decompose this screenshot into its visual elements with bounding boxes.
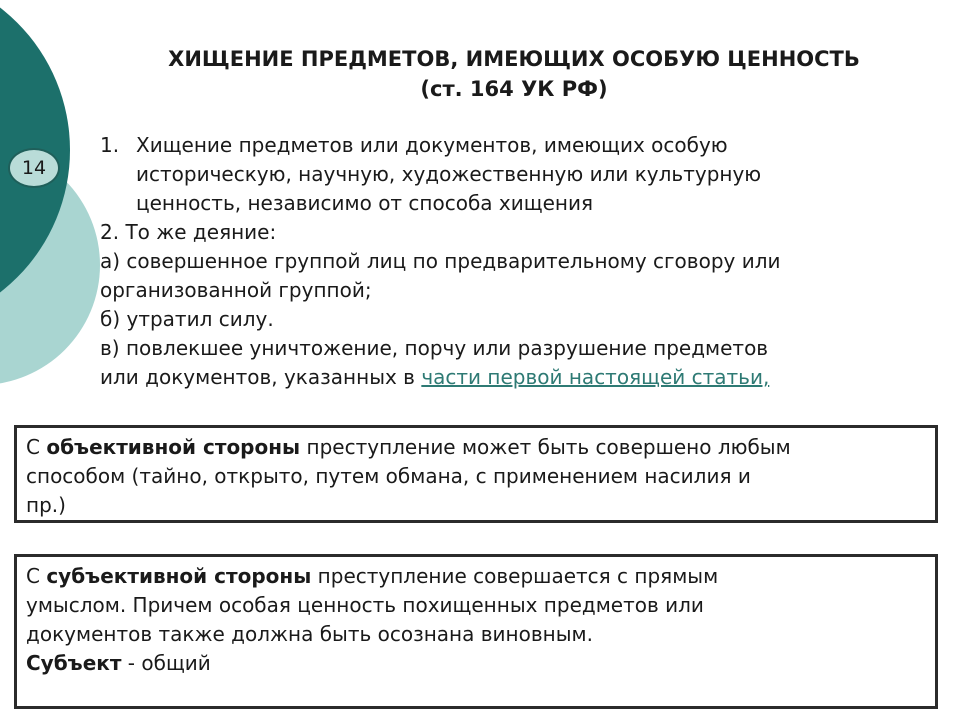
subjective-line-3: документов также должна быть осознана виновным. [26,622,593,646]
subjective-line-1: С субъективной стороны преступление совершается с прямым [26,564,719,588]
article-text [100,131,920,392]
title-line-1: ХИЩЕНИЕ ПРЕДМЕТОВ, ИМЕЮЩИХ ОСОБУЮ ЦЕННОСТЬ [168,47,860,71]
objective-line-1: С объективной стороны преступление может быть совершено любым [26,435,791,459]
objective-line-3: пр.) [26,493,66,517]
item-2b: б) утратил силу. [100,307,274,331]
item-1-line-2: историческую, научную, художественную или культурную [136,162,762,186]
objective-line-2: способом (тайно, открыто, путем обмана, с применением насилия и [26,464,751,488]
item-2a-line-2: организованной группой; [100,278,372,302]
page-title [100,44,928,104]
subjective-line-2: умыслом. Причем особая ценность похищенных предметов или [26,593,704,617]
subject-bold-term: Субъект [26,651,122,675]
article-part-one-link[interactable]: части первой настоящей статьи, [421,365,770,389]
item-2-heading: 2. То же деяние: [100,220,277,244]
objective-side-box [14,425,938,523]
item-2c-line-2: или документов, указанных в части первой настоящей статьи, [100,365,770,389]
item-2a-line-1: а) совершенное группой лиц по предварительному сговору или [100,249,781,273]
item-1-number: 1. [100,133,120,157]
item-1-line-3: ценность, независимо от способа хищения [136,191,594,215]
subjective-bold-term: субъективной стороны [46,564,312,588]
objective-bold-term: объективной стороны [46,435,301,459]
item-1-line-1: 1. Хищение предметов или документов, имеющих особую [100,131,920,160]
subjective-side-box [14,554,938,709]
slide-number-badge: 14 [8,148,60,188]
item-2c-line-1: в) повлекшее уничтожение, порчу или разрушение предметов [100,336,769,360]
subject-line: Субъект - общий [26,651,211,675]
title-line-2: (ст. 164 УК РФ) [420,77,608,101]
